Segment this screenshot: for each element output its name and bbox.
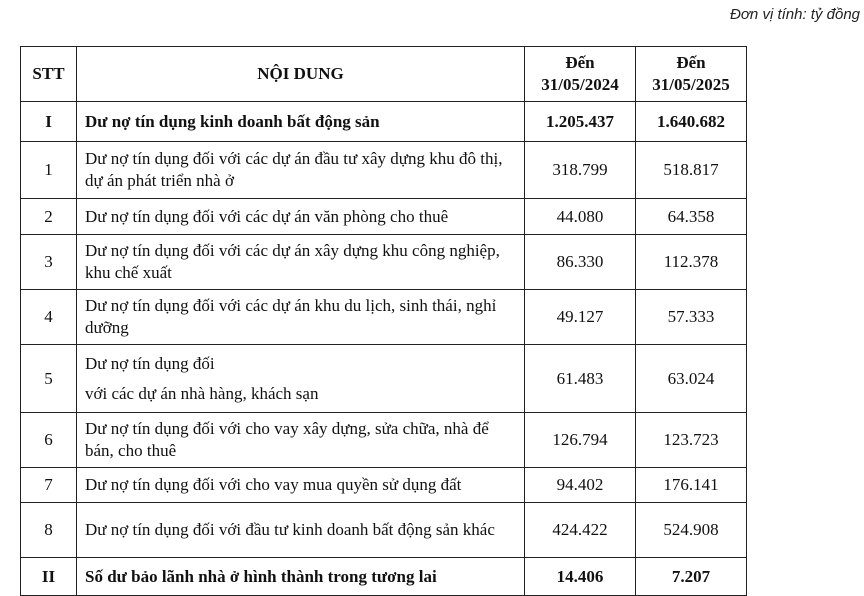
table-row bbox=[21, 503, 747, 558]
table-row bbox=[21, 199, 747, 235]
header-content: NỘI DUNG bbox=[77, 47, 525, 102]
row-value-2024: 424.422 bbox=[525, 503, 636, 558]
row-value-2025: 524.908 bbox=[636, 503, 747, 558]
row-value-2025: 123.723 bbox=[636, 413, 747, 468]
row-value-2025: 63.024 bbox=[636, 345, 747, 413]
header-2024 bbox=[525, 47, 636, 102]
row-value-2024: 14.406 bbox=[525, 558, 636, 596]
row-content: Dư nợ tín dụng đối với các dự án văn phòng cho thuê bbox=[77, 199, 525, 235]
row-stt: I bbox=[21, 102, 77, 142]
row-stt: 8 bbox=[21, 503, 77, 558]
row-content: Dư nợ tín dụng đối với các dự án đầu tư xây dựng khu đô thị, dự án phát triển nhà ở bbox=[77, 142, 525, 199]
table-row bbox=[21, 413, 747, 468]
row-stt: 2 bbox=[21, 199, 77, 235]
row-value-2024: 86.330 bbox=[525, 235, 636, 290]
table-row bbox=[21, 290, 747, 345]
row-content: Dư nợ tín dụng kinh doanh bất động sản bbox=[77, 102, 525, 142]
credit-table bbox=[20, 46, 747, 596]
row-stt: 6 bbox=[21, 413, 77, 468]
header-2024-line2: 31/05/2024 bbox=[541, 75, 619, 94]
table-row bbox=[21, 345, 747, 413]
row-value-2024: 61.483 bbox=[525, 345, 636, 413]
row-content: Số dư bảo lãnh nhà ở hình thành trong tương lai bbox=[77, 558, 525, 596]
row-value-2025: 1.640.682 bbox=[636, 102, 747, 142]
row-value-2025: 7.207 bbox=[636, 558, 747, 596]
row-value-2024: 44.080 bbox=[525, 199, 636, 235]
row-content: Dư nợ tín dụng đối với đầu tư kinh doanh bất động sản khác bbox=[77, 503, 525, 558]
header-2024-line1: Đến bbox=[565, 53, 595, 72]
row-content-line1: Dư nợ tín dụng đối bbox=[85, 353, 215, 373]
row-stt: 1 bbox=[21, 142, 77, 199]
table-row bbox=[21, 235, 747, 290]
row-value-2024: 126.794 bbox=[525, 413, 636, 468]
row-content: Dư nợ tín dụng đối với cho vay mua quyền sử dụng đất bbox=[77, 468, 525, 503]
row-content: Dư nợ tín dụng đối với cho vay xây dựng, sửa chữa, nhà để bán, cho thuê bbox=[77, 413, 525, 468]
row-stt: 4 bbox=[21, 290, 77, 345]
row-value-2024: 49.127 bbox=[525, 290, 636, 345]
row-content-line2: với các dự án nhà hàng, khách sạn bbox=[85, 383, 319, 403]
row-stt: 7 bbox=[21, 468, 77, 503]
table-row bbox=[21, 468, 747, 503]
row-value-2025: 64.358 bbox=[636, 199, 747, 235]
header-row bbox=[21, 47, 747, 102]
row-value-2025: 57.333 bbox=[636, 290, 747, 345]
header-2025-line2: 31/05/2025 bbox=[652, 75, 730, 94]
row-stt: 5 bbox=[21, 345, 77, 413]
row-stt: II bbox=[21, 558, 77, 596]
table-row bbox=[21, 558, 747, 596]
row-value-2025: 112.378 bbox=[636, 235, 747, 290]
row-value-2025: 518.817 bbox=[636, 142, 747, 199]
table-row bbox=[21, 142, 747, 199]
unit-note: Đơn vị tính: tỷ đồng bbox=[730, 6, 860, 23]
row-value-2024: 94.402 bbox=[525, 468, 636, 503]
row-value-2024: 318.799 bbox=[525, 142, 636, 199]
row-value-2024: 1.205.437 bbox=[525, 102, 636, 142]
row-stt: 3 bbox=[21, 235, 77, 290]
row-content: Dư nợ tín dụng đối với các dự án xây dựng khu công nghiệp, khu chế xuất bbox=[77, 235, 525, 290]
row-content bbox=[77, 345, 525, 413]
header-2025 bbox=[636, 47, 747, 102]
header-stt: STT bbox=[21, 47, 77, 102]
header-2025-line1: Đến bbox=[676, 53, 706, 72]
table-row bbox=[21, 102, 747, 142]
row-content: Dư nợ tín dụng đối với các dự án khu du lịch, sinh thái, nghỉ dưỡng bbox=[77, 290, 525, 345]
row-value-2025: 176.141 bbox=[636, 468, 747, 503]
